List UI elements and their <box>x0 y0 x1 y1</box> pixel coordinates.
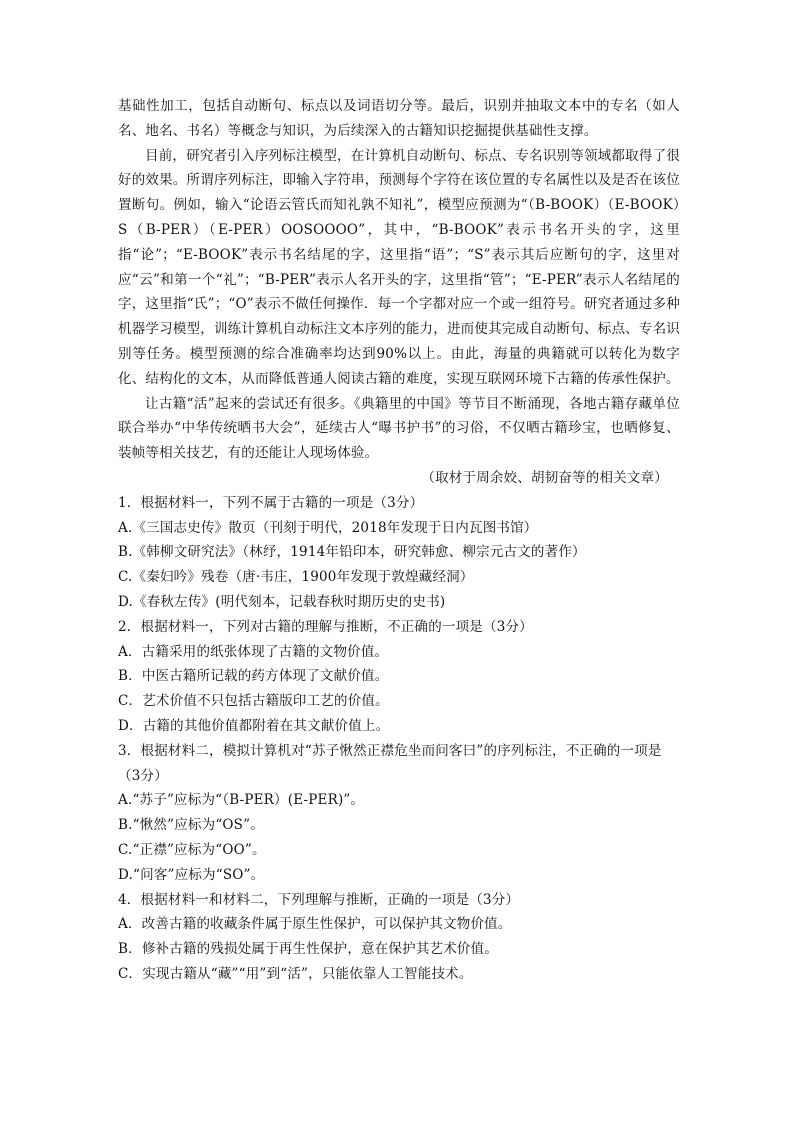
option-a: A.《三国志史传》散页（刊刻于明代，2018年发现于日内瓦图书馆） <box>118 519 538 536</box>
option-b: B.“愀然”应标为“OS”。 <box>118 817 264 834</box>
option-a: A．改善古籍的收藏条件属于原生性保护，可以保护其文物价值。 <box>118 916 512 933</box>
question-4 <box>118 888 680 987</box>
document-body <box>118 94 680 987</box>
option-c: C.“正襟”应标为“OO”。 <box>118 841 266 858</box>
option-d: D.“问客”应标为“SO”。 <box>118 866 265 883</box>
paragraph-basic-processing: 基础性加工，包括自动断句、标点以及词语切分等。最后，识别并抽取文本中的专名（如人名、地名、书名）等概念与知识，为后续深入的古籍知识挖掘提供基础性支撑。 <box>118 98 680 139</box>
question-stem: 4．根据材料一和材料二，下列理解与推断，正确的一项是（3分） <box>118 891 520 908</box>
option-c: C．实现古籍从“藏”“用”到“活”，只能依靠人工智能技术。 <box>118 965 473 982</box>
option-a: A．古籍采用的纸张体现了古籍的文物价值。 <box>118 643 389 660</box>
question-1 <box>118 491 680 615</box>
paragraph-sequence-labeling: 目前，研究者引入序列标注模型，在计算机自动断句、标点、专名识别等领域都取得了很好的效果。所谓序列标注，即输入字符串，预测每个字符在该位置的专名属性以及是否在该位置断句。例如，输入“论语云管氏而知礼孰不知礼”，模型应预测为“（B-BOOK）（E-BOOK）S（B-PER）（E-PER）OOSOOOO”，其中，“B-BOOK”表示书名开头的字，这里指“论”；“E-BOOK”表示书名结尾的字，这里指“语”；“S”表示其后应断句的字，这里对应“云”和第一个“礼”；“B-PER”表示人名开头的字，这里指“管”；“E-PER”表示人名结尾的字，这里指“氏”；“O”表示不做任何操作．每一个字都对应一个或一组符号。研究者通过多种机器学习模型，训练计算机自动标注文本序列的能力，进而使其完成自动断句、标点、专名识别等任务。模型预测的综合准确率均达到90%以上。由此，海量的典籍就可以转化为数字化、结构化的文本，从而降低普通人阅读古籍的难度，实现互联网环境下古籍的传承性保护。 <box>118 147 680 387</box>
question-stem: 1．根据材料一，下列不属于古籍的一项是（3分） <box>118 494 424 511</box>
option-d: D.《春秋左传》(明代刻本，记载春秋时期历史的史书) <box>118 593 446 610</box>
question-stem: 3．根据材料二，模拟计算机对“苏子愀然正襟危坐而问客曰”的序列标注，不正确的一项是（3分） <box>118 742 662 784</box>
question-3 <box>118 739 680 888</box>
option-d: D．古籍的其他价值都附着在其文献价值上。 <box>118 717 390 734</box>
option-b: B．修补古籍的残损处属于再生性保护，意在保护其艺术价值。 <box>118 941 499 958</box>
option-c: C．艺术价值不只包括古籍版印工艺的价值。 <box>118 693 389 710</box>
source-citation: （取材于周余姣、胡韧奋等的相关文章） <box>421 469 668 486</box>
option-c: C.《秦妇吟》残卷（唐·韦庄，1900年发现于敦煌藏经洞） <box>118 569 474 586</box>
option-b: B.《韩柳文研究法》（林纾，1914年铅印本，研究韩愈、柳宗元古文的著作） <box>118 544 586 561</box>
question-2 <box>118 615 680 739</box>
option-b: B．中医古籍所记载的药方体现了文献价值。 <box>118 668 389 685</box>
paragraph-revival-attempts: 让古籍“活”起来的尝试还有很多。《典籍里的中国》等节目不断涌现，各地古籍存藏单位联合举办“中华传统晒书大会”，延续古人“曝书护书”的习俗，不仅晒古籍珍宝，也晒修复、装帧等相关技艺，有的还能让人现场体验。 <box>118 395 680 462</box>
question-stem: 2．根据材料一，下列对古籍的理解与推断，不正确的一项是（3分） <box>118 618 533 635</box>
option-a: A.“苏子”应标为“（B-PER）(E-PER)”。 <box>118 792 365 809</box>
